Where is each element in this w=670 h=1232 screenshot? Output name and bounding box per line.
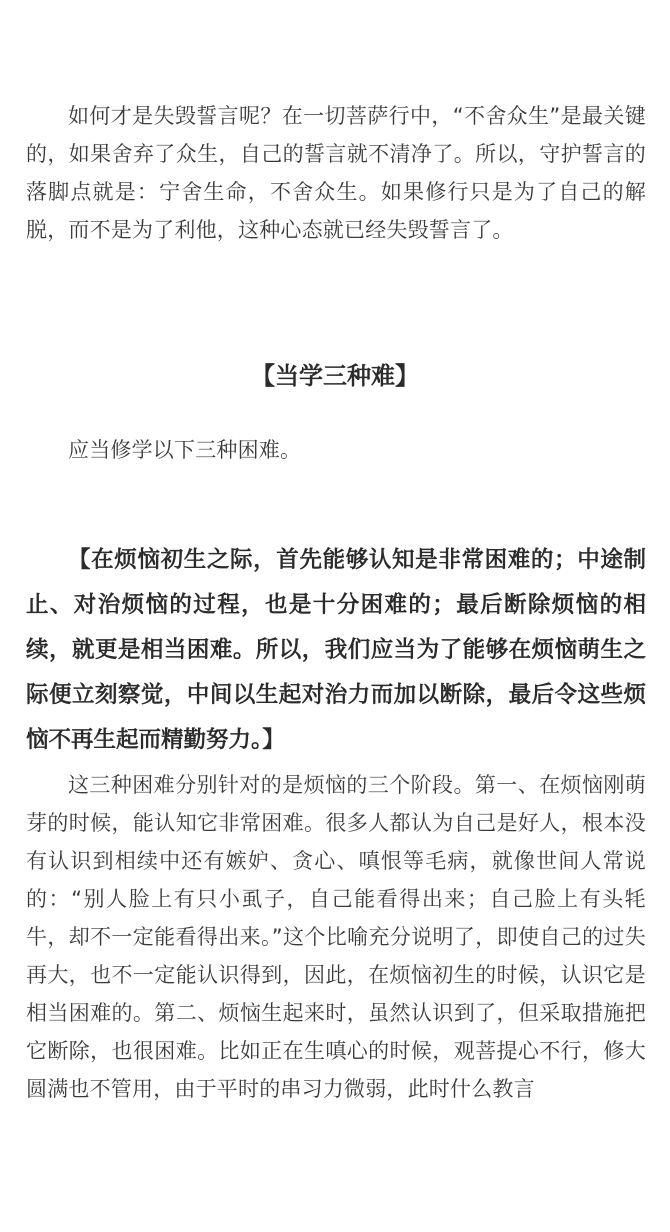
verse-quote: 【在烦恼初生之际，首先能够认知是非常困难的；中途制止、对治烦恼的过程，也是十分困难的；最后断除烦恼的相续，就更是相当困难。所以，我们应当为了能够在烦恼萌生之际便立刻察觉，中间以生起对治力而加以断除，最后令这些烦恼不再生起而精勤努力。】 — [26, 547, 646, 753]
body-paragraph-3: 这三种困难分别针对的是烦恼的三个阶段。第一、在烦恼刚萌芽的时候，能认知它非常困难。很多人都认为自己是好人，根本没有认识到相续中还有嫉妒、贪心、嗔恨等毛病，就像世间人常说的：“别人脸上有只小虱子，自己能看得出来；自己脸上有头牦牛，却不一定能看得出来。”这个比喻充分说明了，即使自己的过失再大，也不一定能认识得到，因此，在烦恼初生的时候，认识它是相当困难的。第二、烦恼生起来时，虽然认识到了，但采取措施把它断除，也很困难。比如正在生嗔心的时候，观菩提心不行，修大圆满也不管用，由于平时的串习力微弱，此时什么教言 — [26, 773, 646, 1101]
body-paragraph-1: 如何才是失毁誓言呢？在一切菩萨行中，“不舍众生”是最关键的，如果舍弃了众生，自己的誓言就不清净了。所以，守护誓言的落脚点就是：宁舍生命，不舍众生。如果修行只是为了自己的解脱，而不是为了利他，这种心态就已经失毁誓言了。 — [26, 104, 646, 242]
body-paragraph-2: 应当修学以下三种困难。 — [68, 438, 302, 462]
section-heading: 【当学三种难】 — [251, 361, 419, 390]
